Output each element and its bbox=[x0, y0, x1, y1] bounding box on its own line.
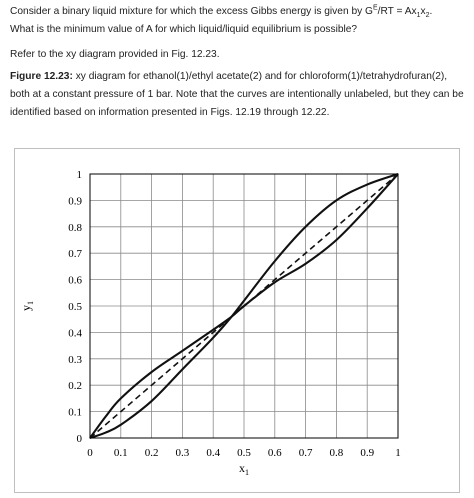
question-line-1: Consider a binary liquid mixture for which the excess Gibbs energy is given by $G^E/RT = Ax_1x_2$. bbox=[10, 4, 433, 20]
x-tick-label: 0 bbox=[87, 447, 93, 459]
x-tick-label: 0.7 bbox=[298, 447, 313, 459]
y-tick-label: 0.6 bbox=[68, 274, 82, 287]
x-tick-label: 0.8 bbox=[329, 447, 344, 459]
y-tick-label: 0 bbox=[76, 433, 82, 445]
x-tick-label: 0.6 bbox=[267, 447, 282, 459]
y-tick-label: 0.8 bbox=[68, 221, 82, 234]
question-line-3: Refer to the xy diagram provided in Fig. 12.23. bbox=[10, 49, 220, 60]
x-tick-label: 0.2 bbox=[144, 447, 159, 459]
y-tick-label: 0.2 bbox=[68, 380, 82, 393]
y-tick-label: 0.1 bbox=[68, 406, 82, 419]
question-line-2: What is the minimum value of A for which liquid/liquid equilibrium is possible? bbox=[10, 24, 358, 35]
x-tick-label: 1 bbox=[395, 447, 401, 459]
figure-label: Figure 12.23: bbox=[10, 71, 73, 82]
x-axis-label: $x_1$ bbox=[239, 461, 249, 477]
y-tick-label: 1 bbox=[76, 169, 82, 181]
y-tick-label: 0.3 bbox=[68, 353, 82, 366]
y-tick-label: 0.4 bbox=[68, 327, 82, 340]
y-axis-label: $y_1$ bbox=[19, 301, 35, 311]
x-tick-label: 0.9 bbox=[360, 447, 375, 459]
figure-caption-text: xy diagram for ethanol(1)/ethyl acetate(2) and for chloroform(1)/tetrahydrofuran(2), both at a constant pressure of 1 bar. Note that the curves are intentionally unlabeled, but they can be identified based on information presented in Figs. 12.19 through 12.22. bbox=[10, 71, 464, 118]
x-tick-label: 0.1 bbox=[113, 447, 128, 459]
y-tick-label: 0.5 bbox=[68, 301, 82, 313]
x-tick-label: 0.5 bbox=[237, 447, 251, 459]
y-tick-label: 0.7 bbox=[68, 248, 82, 261]
x-tick-label: 0.3 bbox=[175, 447, 190, 459]
y-tick-label: 0.9 bbox=[68, 195, 82, 208]
x-tick-label: 0.4 bbox=[206, 447, 221, 459]
